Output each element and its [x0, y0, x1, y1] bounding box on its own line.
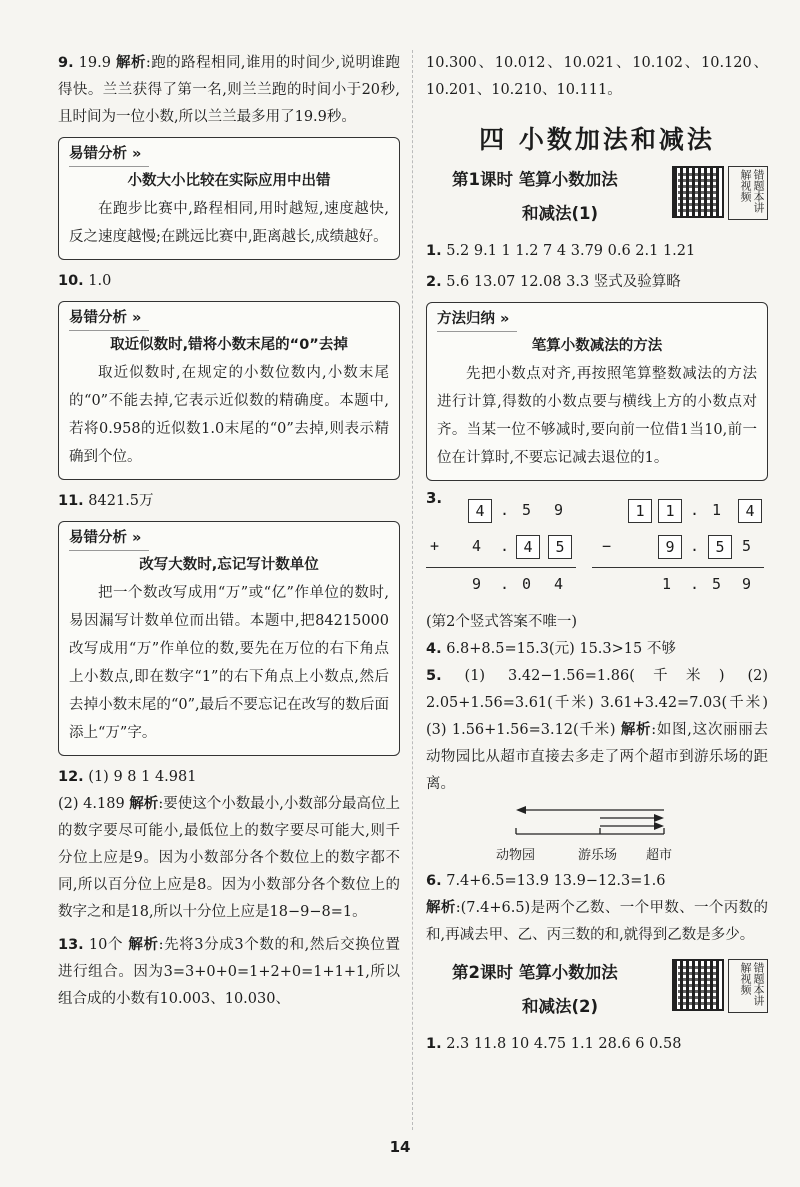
box-title: 取近似数时,错将小数末尾的“0”去掉	[110, 337, 348, 353]
qr-code-icon[interactable]	[672, 166, 724, 218]
answer-l1-5: 5. (1) 3.42−1.56=1.86(千米) (2) 2.05+1.56=3.61(千米) 3.61+3.42=7.03(千米) (3) 1.56+1.56=3.12(千米) 解析:如图,这次丽丽去动物园比从超市直接去多走了两个超市到游乐场的距离。	[426, 668, 769, 792]
error-analysis-box-3	[58, 521, 400, 756]
blank-box: 1	[658, 499, 682, 523]
blank-box: 9	[658, 535, 682, 559]
lesson-2-header	[426, 959, 768, 1027]
page-number: 14	[389, 1138, 411, 1156]
answer-12: 12. (1) 9 8 1 4.981 (2) 4.189 解析:要使这个小数最小,小数部分最高位上的数字要尽可能小,最低位上的数字要尽可能大,则千分位上应是9。因为小数部分各个数位上的数字都不同,所以百分位上应是8。因为小数部分各个数位上的数字之和是18,所以十分位上应是18−9−8=1。	[58, 769, 400, 920]
blank-box: 4	[468, 499, 492, 523]
method-summary-box	[426, 302, 768, 481]
difference-line	[592, 567, 764, 568]
section-title: 四 小数加法和减法	[479, 125, 715, 154]
left-column	[58, 50, 400, 1013]
answer-l1-1: 1. 5.2 9.1 1 1.2 7 4 3.79 0.6 2.1 1.21	[426, 243, 696, 259]
sum-line	[426, 567, 576, 568]
box-heading: 方法归纳 »	[437, 307, 517, 332]
answer-l1-6: 6. 7.4+6.5=13.9 13.9−12.3=1.6 解析:(7.4+6.5)是两个乙数、一个甲数、一个丙数的和,再减去甲、乙、丙三数的和,就得到乙数是多少。	[426, 873, 769, 943]
error-analysis-box-1	[58, 137, 400, 260]
answer-10: 10. 1.0	[58, 273, 112, 289]
route-diagram	[426, 802, 768, 866]
lesson-1-header	[426, 166, 768, 234]
answer-l1-2: 2. 5.6 13.07 12.08 3.3 竖式及验算略	[426, 274, 681, 290]
lesson-title-line2: 和减法(2)	[522, 997, 599, 1016]
box-heading: 易错分析 »	[69, 306, 149, 331]
answer-9: 9. 19.9 解析:跑的路程相同,谁用的时间少,说明谁跑得快。兰兰获得了第一名,则兰兰跑的时间小于20秒,且时间为一位小数,所以兰兰最多用了19.9秒。	[58, 55, 400, 125]
blank-box: 5	[548, 535, 572, 559]
box-heading: 易错分析 »	[69, 142, 149, 167]
lesson-title-line1: 第2课时 笔算小数加法	[452, 963, 618, 982]
blank-box: 5	[708, 535, 732, 559]
right-column	[426, 50, 768, 1058]
answer-l2-1: 1. 2.3 11.8 10 4.75 1.1 28.6 6 0.58	[426, 1036, 682, 1052]
route-arrows	[426, 802, 768, 842]
box-body: 在跑步比赛中,路程相同,用时越短,速度越快,反之速度越慢;在跳远比赛中,距离越长,成绩越好。	[69, 201, 389, 245]
lesson-title-line1: 第1课时 笔算小数加法	[452, 170, 618, 189]
answer-11: 11. 8421.5万	[58, 493, 154, 509]
blank-box: 1	[628, 499, 652, 523]
box-title: 小数大小比较在实际应用中出错	[127, 173, 331, 189]
box-body: 取近似数时,在规定的小数位数内,小数末尾的“0”不能去掉,它表示近似数的精确度。本题中,若将0.958的近似数1.0末尾的“0”去掉,则表示精确到个位。	[69, 365, 389, 465]
answer-13: 13. 10个 解析:先将3分成3个数的和,然后交换位置进行组合。因为3=3+0+0=1+2+0=1+1+1,所以组合成的小数有10.003、10.030、	[58, 937, 400, 1007]
blank-box: 4	[738, 499, 762, 523]
column-divider	[412, 50, 413, 1130]
video-tag: 错题本讲解视频	[728, 166, 768, 220]
box-title: 笔算小数减法的方法	[531, 338, 663, 354]
label-zoo: 动物园	[496, 848, 536, 863]
box-body: 先把小数点对齐,再按照笔算整数减法的方法进行计算,得数的小数点要与横线上方的小数点对齐。当某一位不够减时,要向前一位借1当10,前一位在计算时,不要忘记减去退位的1。	[437, 366, 757, 466]
answer-l1-4: 4. 6.8+8.5=15.3(元) 15.3>15 不够	[426, 641, 676, 657]
label-supermarket: 超市	[646, 848, 673, 863]
calculation-note: (第2个竖式答案不唯一)	[426, 614, 578, 630]
blank-box: 4	[516, 535, 540, 559]
answer-13-continued: 10.300、10.012、10.021、10.102、10.120、10.201、10.210、10.111。	[426, 55, 768, 98]
box-body: 把一个数改写成用“万”或“亿”作单位的数时,易因漏写计数单位而出错。本题中,把84215000改写成用“万”作单位的数,要先在万位的右下角点上小数点,即在数字“1”的右下角点上小数点,然后去掉小数末尾的“0”,最后不要忘记在改写的数后面添上“万”字。	[69, 585, 389, 741]
box-heading: 易错分析 »	[69, 526, 149, 551]
lesson-title-line2: 和减法(1)	[522, 204, 599, 223]
label-park: 游乐场	[578, 848, 618, 863]
box-title: 改写大数时,忘记写计数单位	[139, 557, 319, 573]
vertical-calculations: 3. 4 . 5 9 + 4 . 4 5 9 . 0 4 1 1 . 1 4 − 9 . 5 5 1 . 5 9	[426, 489, 768, 609]
qr-code-icon[interactable]	[672, 959, 724, 1011]
video-tag: 错题本讲解视频	[728, 959, 768, 1013]
error-analysis-box-2	[58, 301, 400, 480]
